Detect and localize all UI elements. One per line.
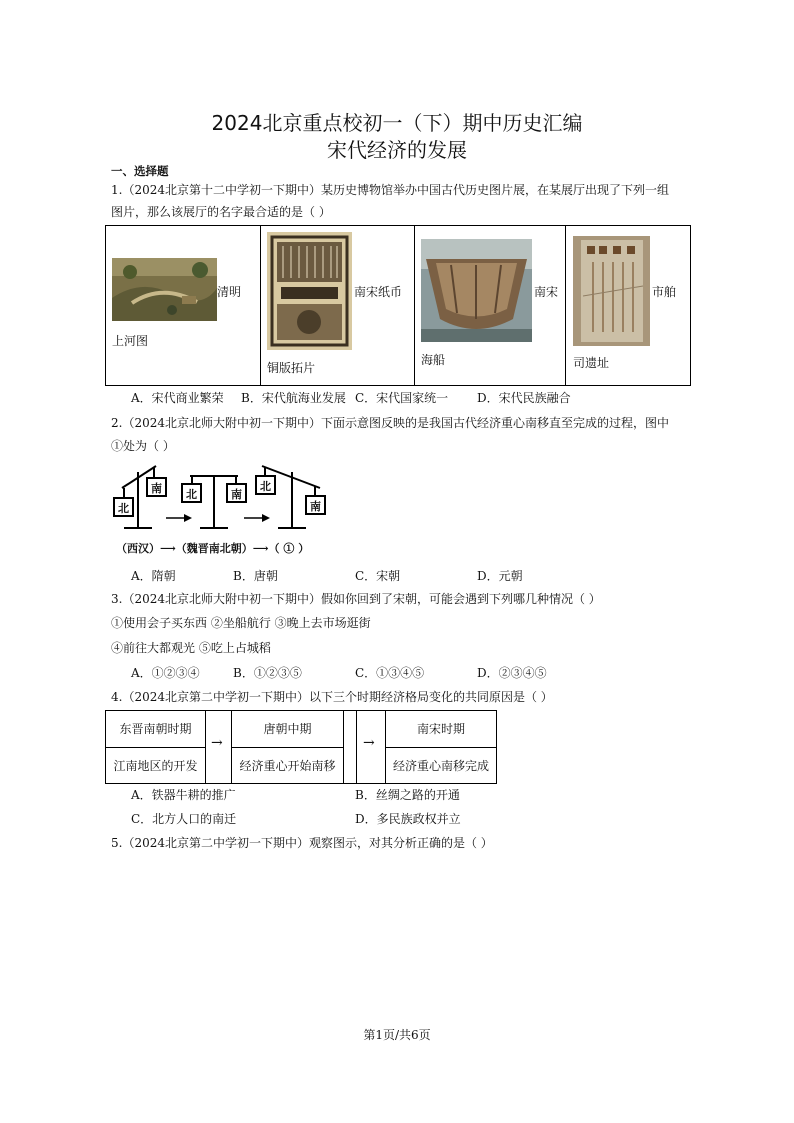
q2-option-d[interactable]: D．元朝 (477, 569, 523, 583)
q4-economy-table (105, 710, 497, 784)
q4-event-1: 江南地区的开发 (105, 747, 206, 784)
banknote-rubbing-image (267, 232, 352, 350)
q4-option-b[interactable]: B．丝绸之路的开通 (355, 788, 460, 802)
q3-option-b[interactable]: B．①②③⑤ (233, 666, 302, 680)
q2-stem-line2: ①处为（ ） (111, 439, 175, 453)
q3-items-line2: ④前往大都观光 ⑤吃上占城稻 (111, 641, 271, 655)
q3-option-c[interactable]: C．①③④⑤ (355, 666, 425, 680)
q1-cell1-caption-right: 清明 (217, 285, 242, 299)
q2-south-label-3: 南 (310, 500, 321, 513)
q1-cell4-caption-below: 司遗址 (573, 356, 610, 370)
q1-cell3-caption-right: 南宋 (534, 285, 559, 299)
q1-stem-line1: 1.（2024北京第十二中学初一下期中）某历史博物馆举办中国古代历史图片展，在某展厅出现了下列一组 (111, 183, 669, 197)
q1-option-a[interactable]: A．宋代商业繁荣 (131, 391, 224, 405)
q2-north-label-3: 北 (260, 480, 271, 493)
q2-south-label-2: 南 (231, 488, 242, 501)
q5-stem: 5.（2024北京第二中学初一下期中）观察图示，对其分析正确的是（ ） (111, 836, 493, 850)
q2-stem-line1: 2.（2024北京北师大附中初一下期中）下面示意图反映的是我国古代经济重心南移直至完成的过程，图中 (111, 416, 669, 430)
q4-stem: 4.（2024北京第二中学初一下期中）以下三个时期经济格局变化的共同原因是（ ） (111, 690, 553, 704)
q4-event-3: 经济重心南移完成 (385, 747, 497, 784)
q4-period-1: 东晋南朝时期 (105, 710, 206, 748)
section-heading: 一、选择题 (111, 164, 169, 178)
q3-items-line1: ①使用会子买东西 ②坐船航行 ③晚上去市场逛街 (111, 616, 371, 630)
q4-period-3: 南宋时期 (385, 710, 497, 748)
q2-north-label-2: 北 (186, 488, 197, 501)
q3-option-d[interactable]: D．②③④⑤ (477, 666, 547, 680)
q2-diagram-caption: （西汉）⟶（魏晋南北朝）⟶（ ① ） (116, 542, 310, 555)
q2-option-b[interactable]: B．唐朝 (233, 569, 278, 583)
qingming-painting-image (112, 258, 217, 321)
q2-north-label-1: 北 (118, 502, 129, 515)
document-subtitle: 宋代经济的发展 (327, 138, 467, 162)
q4-arrow-1: → (211, 735, 223, 751)
document-title: 2024北京重点校初一（下）期中历史汇编 (211, 111, 583, 135)
q1-image-table (105, 225, 691, 386)
q2-option-a[interactable]: A．隋朝 (131, 569, 176, 583)
q1-cell3-caption-below: 海船 (421, 353, 446, 367)
q1-stem-line2: 图片，那么该展厅的名字最合适的是（ ） (111, 205, 331, 219)
q1-cell2-caption-below: 铜版拓片 (267, 361, 316, 375)
q1-cell1-caption-below: 上河图 (112, 334, 149, 348)
q4-option-c[interactable]: C．北方人口的南迁 (131, 812, 237, 826)
q4-option-d[interactable]: D．多民族政权并立 (355, 812, 461, 826)
q1-option-d[interactable]: D．宋代民族融合 (477, 391, 571, 405)
q2-option-c[interactable]: C．宋朝 (355, 569, 401, 583)
q2-balance-diagram (110, 458, 340, 558)
q4-option-a[interactable]: A．铁器牛耕的推广 (131, 788, 236, 802)
q3-stem: 3.（2024北京北师大附中初一下期中）假如你回到了宋朝，可能会遇到下列哪几种情况（ ） (111, 592, 601, 606)
q1-option-c[interactable]: C．宋代国家统一 (355, 391, 449, 405)
q3-option-a[interactable]: A．①②③④ (131, 666, 200, 680)
seaship-image (421, 239, 532, 342)
q2-south-label-1: 南 (151, 482, 162, 495)
q4-gap-cell (343, 710, 357, 784)
q4-event-2: 经济重心开始南移 (231, 747, 344, 784)
page-number: 第1页/共6页 (363, 1028, 431, 1042)
q4-arrow-2: → (363, 735, 375, 751)
shibosi-stele-image (573, 236, 650, 346)
q1-cell4-caption-right: 市舶 (652, 285, 677, 299)
q1-cell2-caption-right: 南宋纸币 (354, 285, 403, 299)
q4-period-2: 唐朝中期 (231, 710, 344, 748)
q1-option-b[interactable]: B．宋代航海业发展 (241, 391, 346, 405)
